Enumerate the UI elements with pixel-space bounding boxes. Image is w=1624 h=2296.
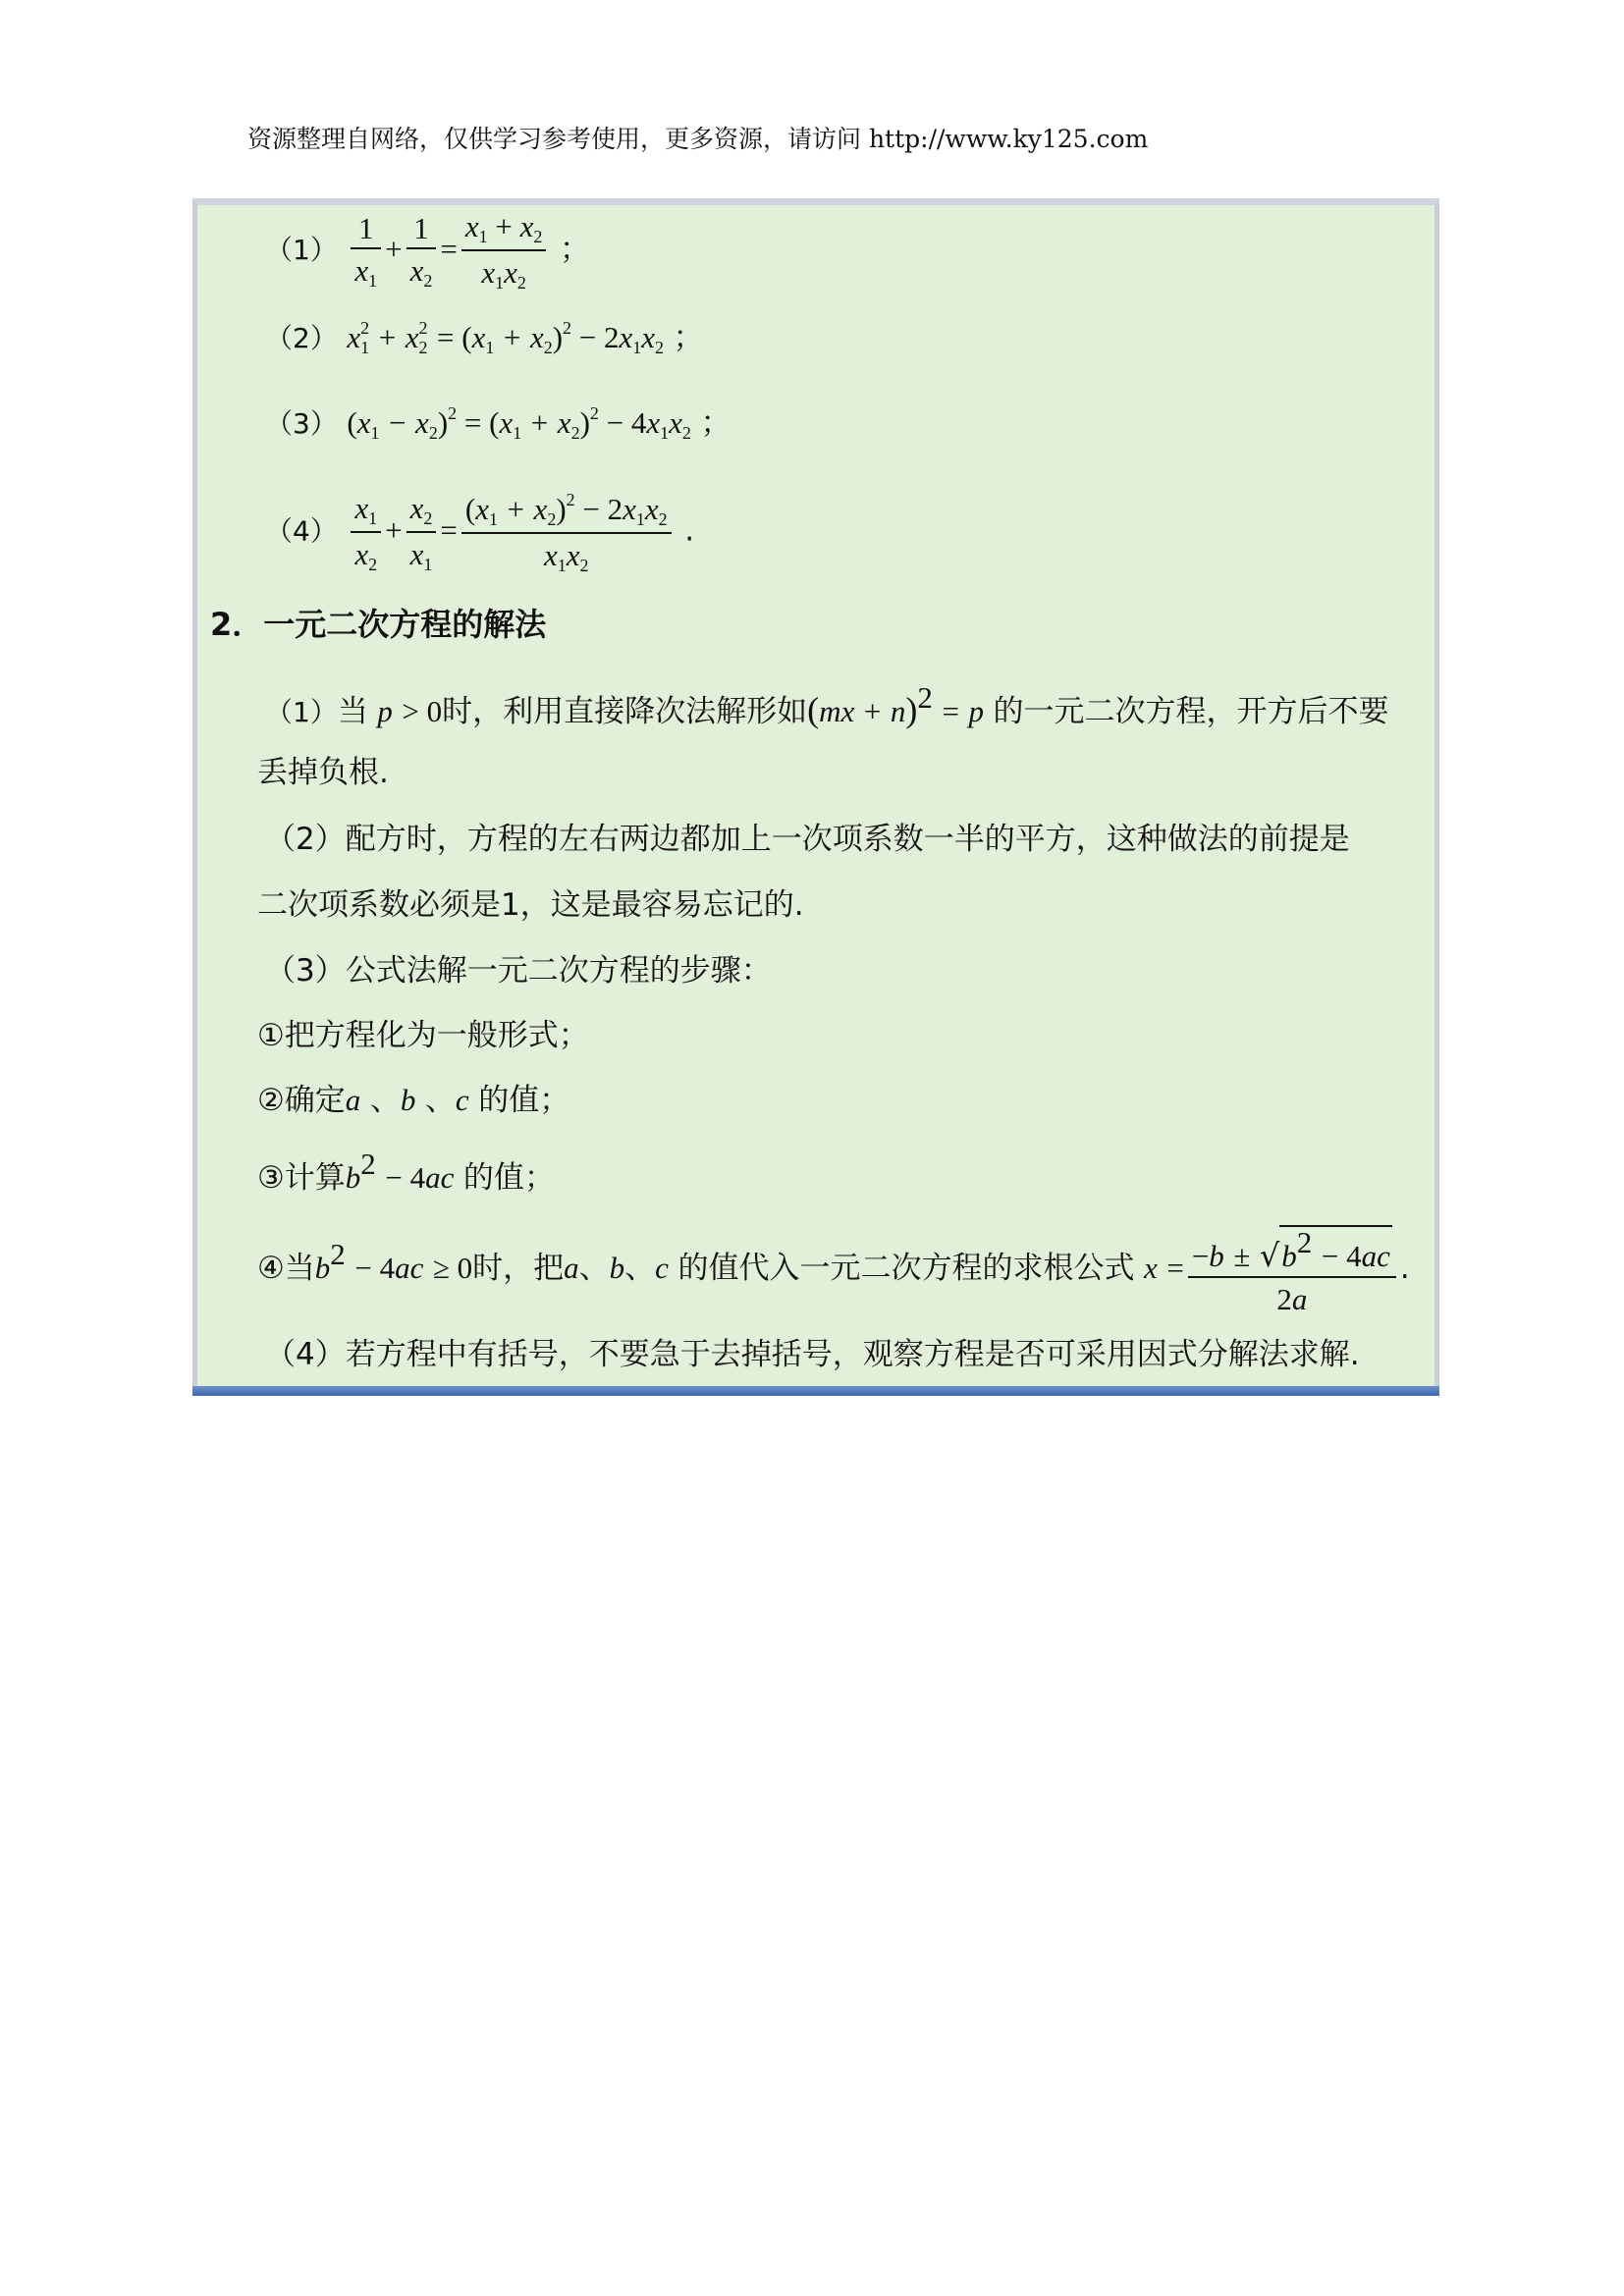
- item-4-line: （4）若方程中有括号，不要急于去掉括号，观察方程是否可采用因式分解法求解.: [265, 1337, 1360, 1372]
- formula-4: （4） $\frac{x_1}{x_2}$ + $\frac{x_2}{x_1}$ = $\frac{(x_1 + x_2)^2 - 2x_1x_2}{x_1x_2}$ .: [265, 490, 695, 575]
- item-2-line-2: 二次项系数必须是1，这是最容易忘记的.: [257, 887, 804, 923]
- page-header: 资源整理自网络，仅供学习参考使用，更多资源，请访问 http://www.ky125.com: [247, 125, 1149, 153]
- formula-3: （3） $(x_1 - x_2)^2 = (x_1 + x_2)^2 - 4x_1x_2$ ；: [265, 403, 731, 443]
- section-heading: 2．一元二次方程的解法: [210, 606, 547, 643]
- item-3-line: （3）公式法解一元二次方程的步骤：: [265, 953, 772, 988]
- step-1: ①把方程化为一般形式；: [257, 1018, 589, 1053]
- step-3: ③计算$b^2 - 4ac$ 的值；: [257, 1147, 555, 1196]
- step-4: ④当$b^2 - 4ac \ge 0$时，把a、b、c 的值代入一元二次方程的求根公式 x = $\frac{-b \pm √b^2 - 4ac}{2a}$ .: [257, 1225, 1410, 1316]
- formula-2: （2） $x_1^2 + x_2^2 = (x_1 + x_2)^2 - 2x_1x_2$ ；: [265, 318, 704, 357]
- step-2: ②确定a 、b 、c 的值；: [257, 1083, 570, 1118]
- summary-box-bottom-bar: [192, 1386, 1439, 1396]
- item-2-line-1: （2）配方时，方程的左右两边都加上一次项系数一半的平方，这种做法的前提是: [265, 822, 1350, 857]
- summary-box: [192, 198, 1439, 1394]
- formula-1: （1） $\frac{1}{x_1}$ + $\frac{1}{x_2}$ = $\frac{x_1 + x_2}{x_1x_2}$ ；: [265, 209, 590, 293]
- item-1: （1）当 p > 0时，利用直接降次法解形如(mx + n)$^2$ = p 的一元二次方程，开方后不要: [265, 680, 1389, 729]
- item-1-continuation: 丢掉负根.: [257, 755, 389, 790]
